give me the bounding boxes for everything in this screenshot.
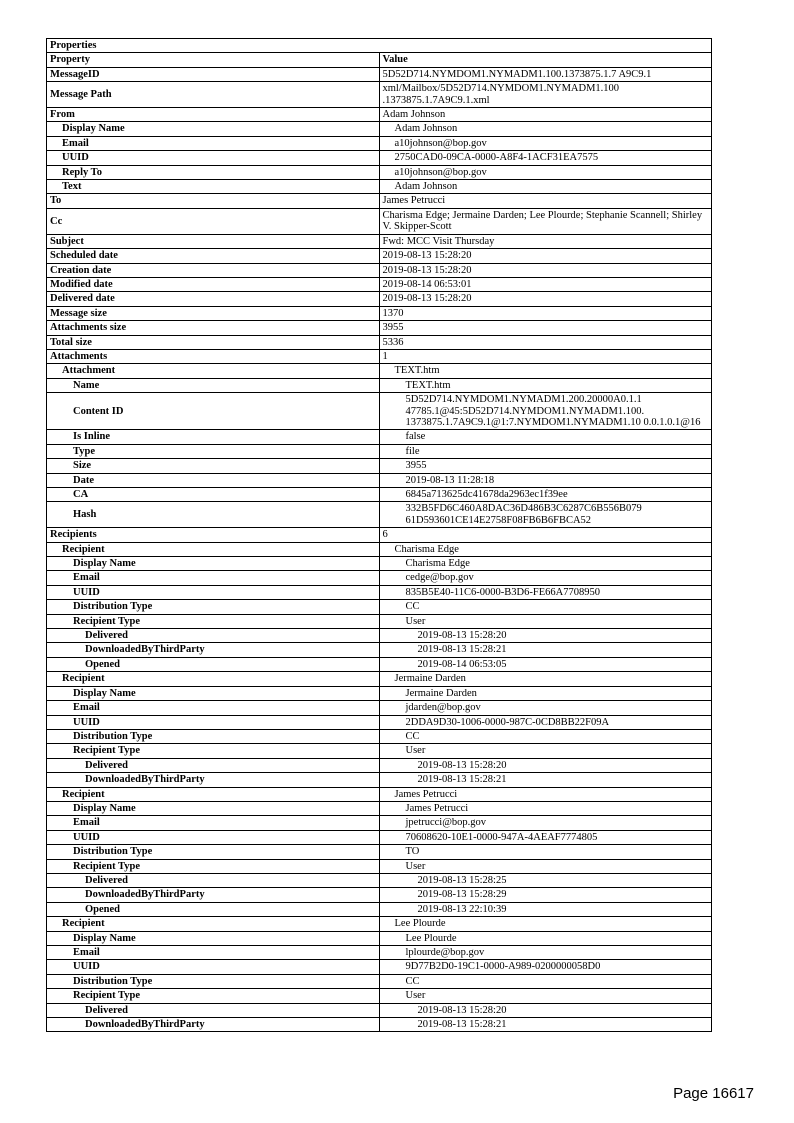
property-value: CC	[379, 974, 712, 988]
property-name: Recipient Type	[47, 614, 380, 628]
property-value: 3955	[379, 459, 712, 473]
property-value: 5336	[379, 335, 712, 349]
property-value: 2019-08-13 15:28:20	[379, 263, 712, 277]
table-row	[47, 974, 712, 988]
table-row	[47, 542, 712, 556]
property-value: a10johnson@bop.gov	[379, 136, 712, 150]
table-row	[47, 744, 712, 758]
property-value: 2DDA9D30-1006-0000-987C-0CD8BB22F09A	[379, 715, 712, 729]
table-row	[47, 960, 712, 974]
property-value: TEXT.htm	[379, 364, 712, 378]
property-value: 2019-08-14 06:53:01	[379, 277, 712, 291]
property-name: Recipients	[47, 528, 380, 542]
table-row	[47, 873, 712, 887]
property-value	[379, 393, 712, 430]
table-row	[47, 816, 712, 830]
page-number: Page 16617	[673, 1085, 754, 1102]
property-value: User	[379, 859, 712, 873]
property-value: User	[379, 614, 712, 628]
property-value: Lee Plourde	[379, 931, 712, 945]
table-row	[47, 946, 712, 960]
property-name: Email	[47, 816, 380, 830]
table-row	[47, 292, 712, 306]
table-row	[47, 122, 712, 136]
property-value: 2019-08-13 11:28:18	[379, 473, 712, 487]
table-row	[47, 165, 712, 179]
property-name: Size	[47, 459, 380, 473]
property-name: Content ID	[47, 393, 380, 430]
property-name: Display Name	[47, 931, 380, 945]
property-name: Email	[47, 946, 380, 960]
property-name: UUID	[47, 151, 380, 165]
property-name: Creation date	[47, 263, 380, 277]
property-value: James Petrucci	[379, 801, 712, 815]
property-value: James Petrucci	[379, 194, 712, 208]
column-header-property: Property	[47, 53, 380, 67]
table-row	[47, 801, 712, 815]
property-name: DownloadedByThirdParty	[47, 888, 380, 902]
table-row	[47, 888, 712, 902]
property-name: DownloadedByThirdParty	[47, 643, 380, 657]
property-name: Name	[47, 378, 380, 392]
property-value: 5D52D714.NYMDOM1.NYMADM1.100.1373875.1.7 A9C9.1	[379, 67, 712, 81]
property-value: cedge@bop.gov	[379, 571, 712, 585]
property-value-line: 5D52D714.NYMDOM1.NYMADM1.200.20000A0.1.1	[405, 394, 642, 406]
table-row	[47, 502, 712, 528]
property-name: Distribution Type	[47, 600, 380, 614]
property-name: Display Name	[47, 801, 380, 815]
property-value: 2019-08-13 15:28:21	[379, 1018, 712, 1032]
table-row	[47, 306, 712, 320]
property-name: Hash	[47, 502, 380, 528]
property-name: UUID	[47, 830, 380, 844]
table-row	[47, 108, 712, 122]
property-name: Email	[47, 136, 380, 150]
property-value: Charisma Edge	[379, 542, 712, 556]
table-row	[47, 773, 712, 787]
property-name: Delivered	[47, 873, 380, 887]
property-name: Email	[47, 701, 380, 715]
table-row	[47, 263, 712, 277]
table-row	[47, 989, 712, 1003]
table-row	[47, 614, 712, 628]
table-row	[47, 335, 712, 349]
table-row	[47, 686, 712, 700]
property-value: User	[379, 744, 712, 758]
property-value: Lee Plourde	[379, 917, 712, 931]
table-row	[47, 657, 712, 671]
property-name: Subject	[47, 234, 380, 248]
property-name: Display Name	[47, 122, 380, 136]
property-name: Distribution Type	[47, 974, 380, 988]
property-value: 9D77B2D0-19C1-0000-A989-0200000058D0	[379, 960, 712, 974]
property-name: From	[47, 108, 380, 122]
property-value: 2019-08-13 15:28:21	[379, 773, 712, 787]
property-name: Text	[47, 180, 380, 194]
property-name: Attachments size	[47, 321, 380, 335]
table-row	[47, 859, 712, 873]
property-name: Recipient Type	[47, 744, 380, 758]
table-row	[47, 787, 712, 801]
property-name: Recipient	[47, 917, 380, 931]
property-value: 1370	[379, 306, 712, 320]
property-name: DownloadedByThirdParty	[47, 1018, 380, 1032]
property-value: TEXT.htm	[379, 378, 712, 392]
table-row	[47, 902, 712, 916]
table-row	[47, 444, 712, 458]
property-value: 2019-08-13 15:28:29	[379, 888, 712, 902]
property-value: 2019-08-13 15:28:20	[379, 292, 712, 306]
property-name: Delivered	[47, 758, 380, 772]
table-row	[47, 378, 712, 392]
table-row	[47, 643, 712, 657]
column-header-value: Value	[379, 53, 712, 67]
property-value: a10johnson@bop.gov	[379, 165, 712, 179]
table-row	[47, 67, 712, 81]
property-name: Display Name	[47, 686, 380, 700]
property-name: Delivered	[47, 1003, 380, 1017]
property-value-line: 47785.1@45:5D52D714.NYMDOM1.NYMADM1.100.	[405, 405, 645, 417]
property-value: file	[379, 444, 712, 458]
table-row	[47, 672, 712, 686]
table-row	[47, 349, 712, 363]
table-row	[47, 758, 712, 772]
property-value: xml/Mailbox/5D52D714.NYMDOM1.NYMADM1.100 .1373875.1.7A9C9.1.xml	[379, 82, 712, 108]
property-value: 2019-08-13 22:10:39	[379, 902, 712, 916]
table-row	[47, 321, 712, 335]
table-row	[47, 571, 712, 585]
property-name: Attachments	[47, 349, 380, 363]
property-value: 835B5E40-11C6-0000-B3D6-FE66A7708950	[379, 585, 712, 599]
property-value: CC	[379, 600, 712, 614]
table-row	[47, 701, 712, 715]
property-name: CA	[47, 488, 380, 502]
property-name: MessageID	[47, 67, 380, 81]
property-value: 3955	[379, 321, 712, 335]
property-name: Opened	[47, 902, 380, 916]
property-value: 6	[379, 528, 712, 542]
property-value: 2019-08-13 15:28:20	[379, 249, 712, 263]
property-value: User	[379, 989, 712, 1003]
table-row	[47, 277, 712, 291]
table-row	[47, 82, 712, 108]
table-title-row	[47, 39, 712, 53]
table-row	[47, 194, 712, 208]
property-name: Recipient Type	[47, 989, 380, 1003]
properties-table	[46, 38, 712, 1032]
property-name: Distribution Type	[47, 729, 380, 743]
property-name: Type	[47, 444, 380, 458]
property-name: Distribution Type	[47, 845, 380, 859]
property-name: Recipient	[47, 787, 380, 801]
property-value: 2750CAD0-09CA-0000-A8F4-1ACF31EA7575	[379, 151, 712, 165]
table-row	[47, 234, 712, 248]
property-value: 2019-08-13 15:28:25	[379, 873, 712, 887]
property-name: UUID	[47, 960, 380, 974]
table-row	[47, 557, 712, 571]
property-name: Message size	[47, 306, 380, 320]
table-row	[47, 729, 712, 743]
property-name: Recipient Type	[47, 859, 380, 873]
property-value: Jermaine Darden	[379, 686, 712, 700]
table-row	[47, 845, 712, 859]
property-value: jpetrucci@bop.gov	[379, 816, 712, 830]
property-name: To	[47, 194, 380, 208]
property-name: Delivered date	[47, 292, 380, 306]
table-row	[47, 136, 712, 150]
table-row	[47, 249, 712, 263]
property-value: Adam Johnson	[379, 108, 712, 122]
property-value: 2019-08-13 15:28:20	[379, 1003, 712, 1017]
property-name: Opened	[47, 657, 380, 671]
table-row	[47, 393, 712, 430]
table-title: Properties	[47, 39, 712, 53]
property-value: 2019-08-13 15:28:21	[379, 643, 712, 657]
property-name: Scheduled date	[47, 249, 380, 263]
table-row	[47, 364, 712, 378]
table-row	[47, 917, 712, 931]
property-name: Modified date	[47, 277, 380, 291]
property-value: 2019-08-13 15:28:20	[379, 629, 712, 643]
table-row	[47, 931, 712, 945]
table-row	[47, 459, 712, 473]
property-value: TO	[379, 845, 712, 859]
table-row	[47, 430, 712, 444]
table-header-row	[47, 53, 712, 67]
property-name: Total size	[47, 335, 380, 349]
table-row	[47, 151, 712, 165]
property-name: Is Inline	[47, 430, 380, 444]
table-row	[47, 585, 712, 599]
property-value: Charisma Edge	[379, 557, 712, 571]
table-row	[47, 715, 712, 729]
property-value: 2019-08-13 15:28:20	[379, 758, 712, 772]
property-name: Email	[47, 571, 380, 585]
table-row	[47, 180, 712, 194]
property-name: Recipient	[47, 542, 380, 556]
property-name: Recipient	[47, 672, 380, 686]
property-name: UUID	[47, 715, 380, 729]
property-name: Display Name	[47, 557, 380, 571]
table-row	[47, 600, 712, 614]
table-row	[47, 488, 712, 502]
property-value: Adam Johnson	[379, 122, 712, 136]
property-value: 2019-08-14 06:53:05	[379, 657, 712, 671]
property-value: 70608620-10E1-0000-947A-4AEAF7774805	[379, 830, 712, 844]
property-name: Attachment	[47, 364, 380, 378]
property-value: Fwd: MCC Visit Thursday	[379, 234, 712, 248]
table-row	[47, 629, 712, 643]
property-name: Cc	[47, 208, 380, 234]
property-value: 6845a713625dc41678da2963ec1f39ee	[379, 488, 712, 502]
table-row	[47, 208, 712, 234]
properties-table-body	[47, 39, 712, 1032]
property-name: DownloadedByThirdParty	[47, 773, 380, 787]
property-value: James Petrucci	[379, 787, 712, 801]
table-row	[47, 1003, 712, 1017]
property-name: Delivered	[47, 629, 380, 643]
property-name: Reply To	[47, 165, 380, 179]
table-row	[47, 473, 712, 487]
table-row	[47, 830, 712, 844]
property-value: 332B5FD6C460A8DAC36D486B3C6287C6B556B079 61D593601CE14E2758F08FB6B6FBCA52	[379, 502, 712, 528]
property-value: Adam Johnson	[379, 180, 712, 194]
property-value: Jermaine Darden	[379, 672, 712, 686]
property-value: CC	[379, 729, 712, 743]
property-value: jdarden@bop.gov	[379, 701, 712, 715]
property-value: 1	[379, 349, 712, 363]
property-name: Message Path	[47, 82, 380, 108]
property-value-line: 1373875.1.7A9C9.1@1:7.NYMDOM1.NYMADM1.10 0.0.1.0.1@16	[405, 416, 701, 428]
property-name: Date	[47, 473, 380, 487]
table-row	[47, 528, 712, 542]
property-value: lplourde@bop.gov	[379, 946, 712, 960]
property-value: Charisma Edge; Jermaine Darden; Lee Plourde; Stephanie Scannell; Shirley V. Skipper-Scott	[379, 208, 712, 234]
property-value: false	[379, 430, 712, 444]
table-row	[47, 1018, 712, 1032]
property-name: UUID	[47, 585, 380, 599]
